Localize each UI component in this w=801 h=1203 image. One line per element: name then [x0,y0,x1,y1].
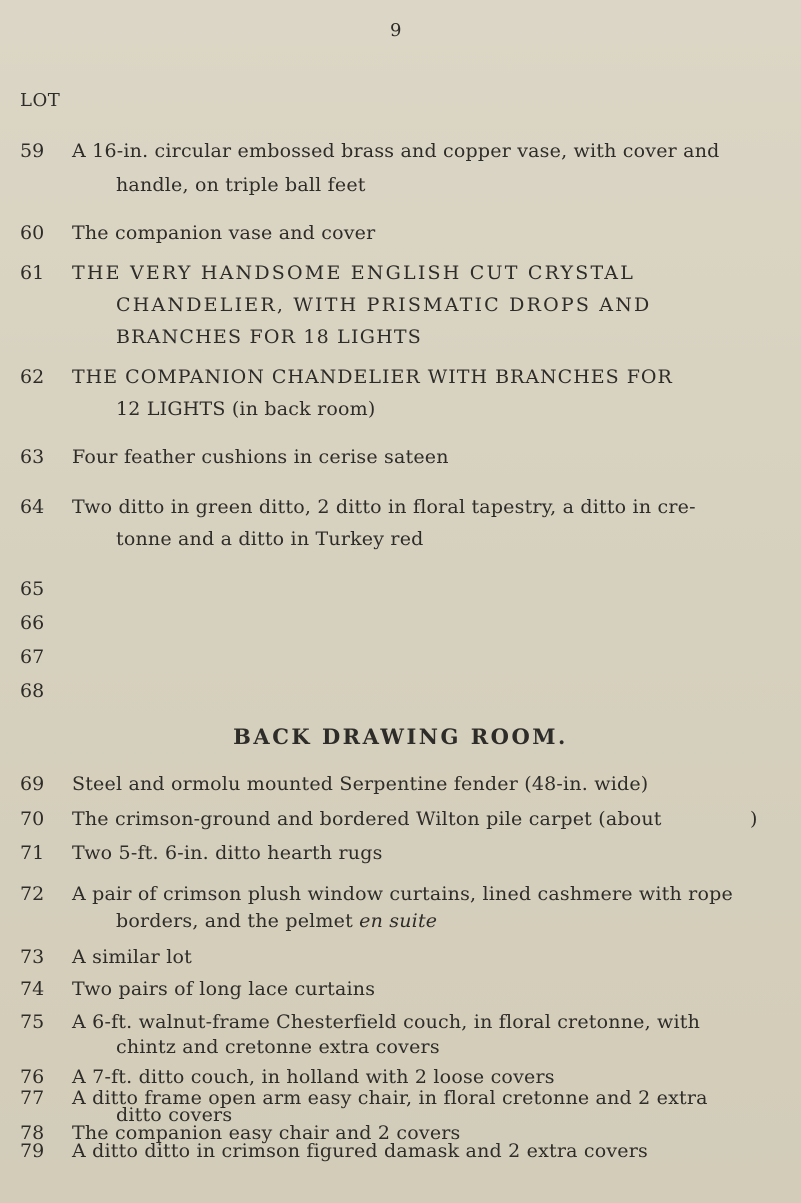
lot-description: A 7-ft. ditto couch, in holland with 2 loose covers [72,1065,555,1088]
lot-description: A 6-ft. walnut-frame Chesterfield couch, in floral cretonne, with [72,1010,701,1033]
lot-description-cont: CHANDELIER, WITH PRISMATIC DROPS AND [116,294,652,316]
lot-number: 66 [20,612,45,634]
lot-number: 70 [20,808,45,831]
lot-number: 75 [20,1010,45,1033]
lot-description: A 16-in. circular embossed brass and copper vase, with cover and [72,140,720,162]
lot-number: 73 [20,945,45,968]
lot-number: 77 [20,1086,45,1109]
lot-number: 69 [20,772,45,795]
lot-number: 67 [20,646,45,668]
lot-description-cont: 12 LIGHTS (in back room) [116,398,376,420]
lot-number: 79 [20,1140,45,1162]
lot-description-bracket: ) [750,808,758,831]
lot-description: A similar lot [72,945,192,968]
lot-number: 71 [20,842,45,865]
lot-number: 64 [20,496,45,518]
lot-number: 59 [20,140,45,162]
lot-number: 63 [20,446,45,468]
lot-number: 72 [20,882,45,905]
lot-description-cont: ditto covers [116,1104,233,1127]
lot-description: Two ditto in green ditto, 2 ditto in floral tapestry, a ditto in cre- [72,496,696,518]
lot-description: The companion easy chair and 2 covers [72,1122,461,1145]
lot-description: Two pairs of long lace curtains [72,978,376,1001]
lot-number: 76 [20,1065,45,1088]
lot-description: A ditto frame open arm easy chair, in floral cretonne and 2 extra [72,1086,708,1109]
lot-description: The companion vase and cover [72,222,376,244]
lot-description: THE COMPANION CHANDELIER WITH BRANCHES FOR [72,366,673,388]
lot-description-cont: chintz and cretonne extra covers [116,1036,440,1059]
lot-description-italic: en suite [359,910,438,933]
lot-description-cont: handle, on triple ball feet [116,174,366,196]
lot-number: 74 [20,978,45,1001]
lot-number: 60 [20,222,45,244]
lot-number: 62 [20,366,45,388]
lot-description-cont: BRANCHES FOR 18 LIGHTS [116,326,422,348]
lot-number: 78 [20,1122,45,1145]
lot-number: 61 [20,262,45,284]
section-title: BACK DRAWING ROOM. [233,724,568,750]
lot-description: Four feather cushions in cerise sateen [72,446,449,468]
lot-description-cont [116,910,437,932]
lot-description: A pair of crimson plush window curtains, lined cashmere with rope [72,882,733,905]
lot-description: Two 5-ft. 6-in. ditto hearth rugs [72,842,383,865]
lot-description: A ditto ditto in crimson figured damask and 2 extra covers [72,1140,648,1162]
lot-number: 68 [20,680,45,702]
page-number: 9 [390,20,402,41]
lot-description: Steel and ormolu mounted Serpentine fender (48-in. wide) [72,772,649,795]
lot-description: THE VERY HANDSOME ENGLISH CUT CRYSTAL [72,262,636,284]
lot-number: 65 [20,578,45,600]
lot-description-text: borders, and the pelmet [116,910,353,933]
lot-description-cont: tonne and a ditto in Turkey red [116,528,424,550]
lot-description: The crimson-ground and bordered Wilton pile carpet (about [72,808,662,831]
lot-column-heading: LOT [20,90,61,111]
